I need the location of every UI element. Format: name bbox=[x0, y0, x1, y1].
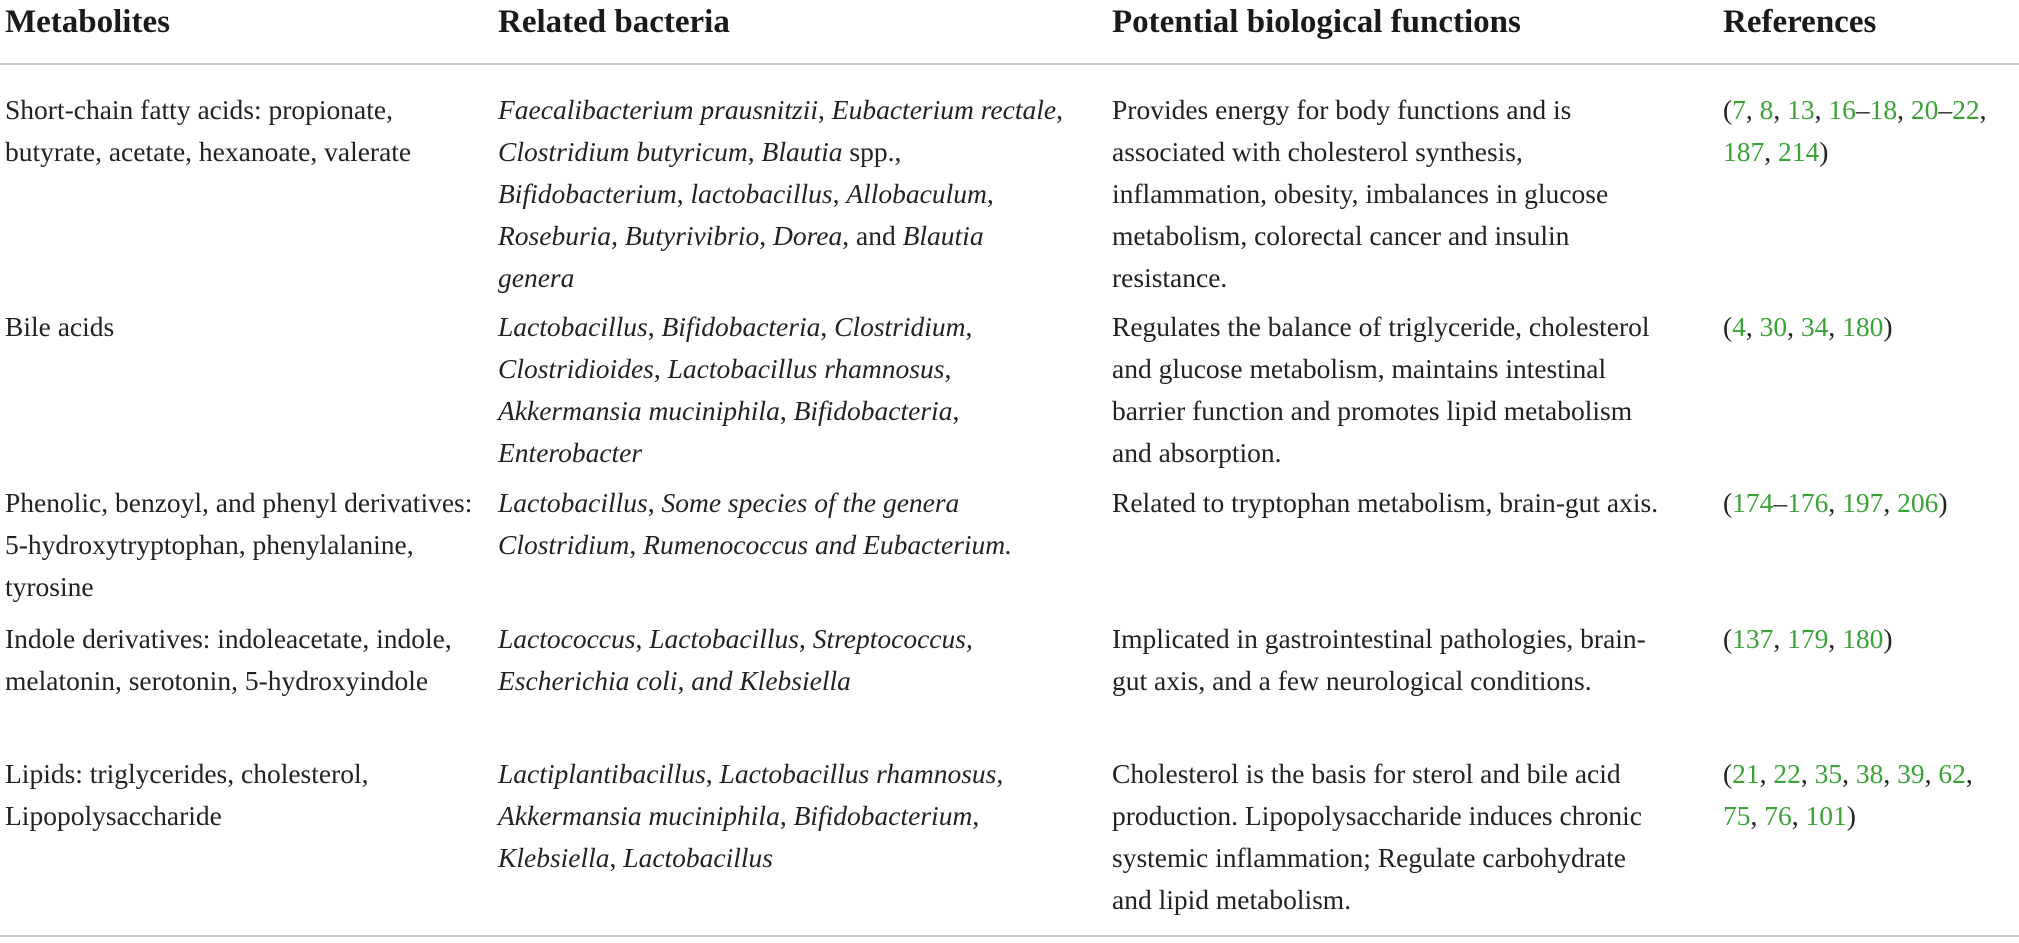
reference-link[interactable]: 75 bbox=[1723, 800, 1751, 831]
separator-text: , bbox=[635, 623, 650, 654]
reference-link[interactable]: 197 bbox=[1842, 487, 1884, 518]
separator-text: , bbox=[972, 800, 980, 831]
separator-text: , bbox=[653, 353, 668, 384]
reference-link[interactable]: 35 bbox=[1814, 758, 1843, 789]
table-bottom-rule bbox=[0, 935, 2019, 937]
taxon-name: Clostridioides bbox=[498, 353, 654, 384]
reference-link[interactable]: 18 bbox=[1869, 94, 1898, 125]
reference-punctuation: ) bbox=[1883, 623, 1893, 654]
reference-punctuation: , bbox=[1828, 311, 1843, 342]
metabolite-cell: Short-chain fatty acids: propionate, butyrate, acetate, hexanoate, valerate bbox=[5, 94, 412, 167]
taxon-name: Lactobacillus rhamnosus bbox=[719, 758, 997, 789]
reference-punctuation: – bbox=[1773, 487, 1788, 518]
reference-link[interactable]: 214 bbox=[1778, 136, 1820, 167]
reference-punctuation: , bbox=[1791, 800, 1806, 831]
separator-text: , bbox=[676, 178, 691, 209]
reference-link[interactable]: 180 bbox=[1842, 311, 1884, 342]
reference-punctuation: , bbox=[1764, 136, 1778, 167]
separator-text: , bbox=[944, 353, 952, 384]
separator-text: , bbox=[820, 311, 835, 342]
taxon-name: Clostridium butyricum, Blautia bbox=[498, 136, 843, 167]
reference-link[interactable]: 101 bbox=[1805, 800, 1847, 831]
taxon-name: Lactobacillus bbox=[649, 623, 799, 654]
metabolite-cell: Indole derivatives: indoleacetate, indole, melatonin, serotonin, 5-hydroxyindole bbox=[5, 623, 452, 696]
reference-link[interactable]: 16 bbox=[1828, 94, 1856, 125]
reference-link[interactable]: 21 bbox=[1732, 758, 1760, 789]
separator-text: , bbox=[965, 311, 973, 342]
taxon-name: Enterobacter bbox=[498, 437, 643, 468]
reference-punctuation: ( bbox=[1723, 94, 1733, 125]
reference-punctuation: , bbox=[1842, 758, 1856, 789]
separator-text: , bbox=[1056, 94, 1063, 125]
reference-link[interactable]: 8 bbox=[1759, 94, 1774, 125]
references-cell bbox=[1723, 89, 2013, 173]
reference-link[interactable]: 34 bbox=[1800, 311, 1829, 342]
header-references: References bbox=[1723, 4, 1877, 40]
references-cell bbox=[1723, 753, 2013, 837]
reference-punctuation: – bbox=[1938, 94, 1953, 125]
separator-text: , bbox=[759, 220, 773, 251]
separator-text: , bbox=[647, 311, 662, 342]
bacteria-cell bbox=[498, 618, 1063, 702]
reference-link[interactable]: 22 bbox=[1773, 758, 1801, 789]
reference-punctuation: , bbox=[1773, 623, 1788, 654]
reference-punctuation: – bbox=[1855, 94, 1870, 125]
metabolite-cell: Phenolic, benzoyl, and phenyl derivatives: 5-hydroxytryptophan, phenylalanine, tyrosine bbox=[5, 487, 473, 602]
taxon-name: Butyrivibrio bbox=[624, 220, 760, 251]
taxon-name: Eubacterium rectale bbox=[831, 94, 1057, 125]
bacteria-cell bbox=[498, 306, 1063, 474]
taxon-name: Lactiplantibacillus bbox=[498, 758, 706, 789]
reference-punctuation: , bbox=[1828, 487, 1843, 518]
taxon-name: Lactobacillus rhamnosus bbox=[667, 353, 945, 384]
taxon-name: Escherichia coli, and Klebsiella bbox=[498, 665, 851, 696]
separator-text: , bbox=[779, 800, 794, 831]
reference-link[interactable]: 76 bbox=[1764, 800, 1792, 831]
bacteria-cell bbox=[498, 753, 1063, 879]
separator-text: , bbox=[996, 758, 1004, 789]
reference-link[interactable]: 22 bbox=[1952, 94, 1980, 125]
taxon-name: Klebsiella bbox=[498, 842, 610, 873]
references-cell bbox=[1723, 482, 2013, 524]
reference-punctuation: ( bbox=[1723, 311, 1733, 342]
reference-punctuation: , bbox=[1814, 94, 1829, 125]
reference-punctuation: ( bbox=[1723, 758, 1733, 789]
table-header bbox=[0, 0, 2019, 64]
separator-text: , bbox=[629, 529, 644, 560]
reference-punctuation: , bbox=[1883, 758, 1898, 789]
taxon-name: Streptococcus bbox=[812, 623, 966, 654]
reference-link[interactable]: 39 bbox=[1897, 758, 1925, 789]
header-divider bbox=[0, 63, 2019, 65]
taxon-name: Bifidobacteria bbox=[661, 311, 821, 342]
bacteria-cell bbox=[498, 89, 1063, 299]
reference-punctuation: , bbox=[1745, 311, 1760, 342]
reference-link[interactable]: 62 bbox=[1938, 758, 1966, 789]
function-cell: Related to tryptophan metabolism, brain-gut axis. bbox=[1112, 487, 1659, 518]
taxon-name: Rumenococcus and Eubacterium. bbox=[643, 529, 1013, 560]
reference-link[interactable]: 174 bbox=[1732, 487, 1774, 518]
reference-link[interactable]: 20 bbox=[1910, 94, 1939, 125]
reference-punctuation: , bbox=[1965, 758, 1973, 789]
taxon-name: Faecalibacterium prausnitzii bbox=[498, 94, 819, 125]
reference-punctuation: ) bbox=[1938, 487, 1948, 518]
reference-link[interactable]: 137 bbox=[1732, 623, 1774, 654]
separator-text: , bbox=[611, 220, 625, 251]
metabolite-cell: Bile acids bbox=[5, 311, 115, 342]
reference-punctuation: ( bbox=[1723, 623, 1733, 654]
taxon-name: Lactobacillus bbox=[498, 487, 648, 518]
taxon-name: Bifidobacterium bbox=[793, 800, 973, 831]
taxon-name: Akkermansia muciniphila bbox=[498, 800, 780, 831]
separator-text: , bbox=[818, 94, 832, 125]
taxon-name: Bifidobacterium bbox=[498, 178, 677, 209]
metabolite-cell: Lipids: triglycerides, cholesterol, Lipopolysaccharide bbox=[5, 758, 369, 831]
reference-link[interactable]: 176 bbox=[1787, 487, 1829, 518]
taxon-name: Allobaculum bbox=[846, 178, 987, 209]
separator-text: , bbox=[779, 395, 794, 426]
reference-link[interactable]: 4 bbox=[1732, 311, 1746, 342]
taxon-name: lactobacillus bbox=[690, 178, 833, 209]
taxon-name: Lactobacillus bbox=[623, 842, 774, 873]
reference-punctuation: , bbox=[1897, 94, 1911, 125]
reference-punctuation: , bbox=[1924, 758, 1939, 789]
separator-text: , bbox=[609, 842, 624, 873]
references-cell bbox=[1723, 618, 2013, 660]
references-cell bbox=[1723, 306, 2013, 348]
separator-text: , and bbox=[842, 220, 903, 251]
function-cell: Cholesterol is the basis for sterol and bile acid production. Lipopolysaccharide induces chronic systemic inflammation; Regulate carbohydrate and lipid metabolism. bbox=[1112, 758, 1642, 915]
separator-text: , bbox=[705, 758, 720, 789]
taxon-name: Blautia genera bbox=[498, 220, 984, 293]
reference-link[interactable]: 13 bbox=[1787, 94, 1815, 125]
reference-punctuation: , bbox=[1759, 758, 1774, 789]
reference-link[interactable]: 38 bbox=[1855, 758, 1884, 789]
reference-punctuation: , bbox=[1745, 94, 1760, 125]
taxon-name: Roseburia bbox=[498, 220, 612, 251]
taxon-name: Dorea bbox=[773, 220, 843, 251]
reference-link[interactable]: 30 bbox=[1759, 311, 1788, 342]
reference-link[interactable]: 206 bbox=[1897, 487, 1939, 518]
reference-punctuation: , bbox=[1787, 311, 1801, 342]
function-cell: Implicated in gastrointestinal pathologies, brain-gut axis, and a few neurological conditions. bbox=[1112, 623, 1646, 696]
reference-punctuation: , bbox=[1800, 758, 1815, 789]
reference-punctuation: ) bbox=[1819, 136, 1829, 167]
separator-text: , bbox=[647, 487, 662, 518]
taxon-name: Bifidobacteria bbox=[793, 395, 953, 426]
reference-link[interactable]: 179 bbox=[1787, 623, 1829, 654]
taxon-name: Lactococcus bbox=[498, 623, 636, 654]
reference-punctuation: ( bbox=[1723, 487, 1733, 518]
reference-punctuation: , bbox=[1750, 800, 1765, 831]
reference-punctuation: ) bbox=[1883, 311, 1893, 342]
header-related-bacteria: Related bacteria bbox=[498, 4, 730, 40]
reference-punctuation: , bbox=[1979, 94, 1987, 125]
header-potential-functions: Potential biological functions bbox=[1112, 4, 1521, 40]
reference-punctuation: , bbox=[1883, 487, 1898, 518]
separator-text: , bbox=[798, 623, 813, 654]
bacteria-cell bbox=[498, 482, 1063, 566]
reference-punctuation: ) bbox=[1846, 800, 1856, 831]
reference-punctuation: , bbox=[1773, 94, 1788, 125]
separator-text: , bbox=[832, 178, 847, 209]
separator-text: , bbox=[986, 178, 994, 209]
reference-link[interactable]: 180 bbox=[1842, 623, 1884, 654]
separator-text: , bbox=[965, 623, 973, 654]
separator-text: spp., bbox=[842, 136, 902, 167]
reference-link[interactable]: 187 bbox=[1723, 136, 1765, 167]
taxon-name: Clostridium bbox=[834, 311, 966, 342]
taxon-name: Akkermansia muciniphila bbox=[498, 395, 780, 426]
reference-punctuation: , bbox=[1828, 623, 1843, 654]
function-cell: Regulates the balance of triglyceride, cholesterol and glucose metabolism, maintains intestinal barrier function and promotes lipid metabolism and absorption. bbox=[1112, 311, 1650, 468]
taxon-name: Lactobacillus bbox=[498, 311, 648, 342]
function-cell: Provides energy for body functions and is associated with cholesterol synthesis, inflammation, obesity, imbalances in glucose metabolism, colorectal cancer and insulin resistance. bbox=[1112, 94, 1609, 293]
separator-text: , bbox=[952, 395, 960, 426]
header-metabolites: Metabolites bbox=[5, 4, 170, 40]
taxon-name: Some species of the genera Clostridium bbox=[498, 487, 960, 560]
reference-link[interactable]: 7 bbox=[1732, 94, 1746, 125]
